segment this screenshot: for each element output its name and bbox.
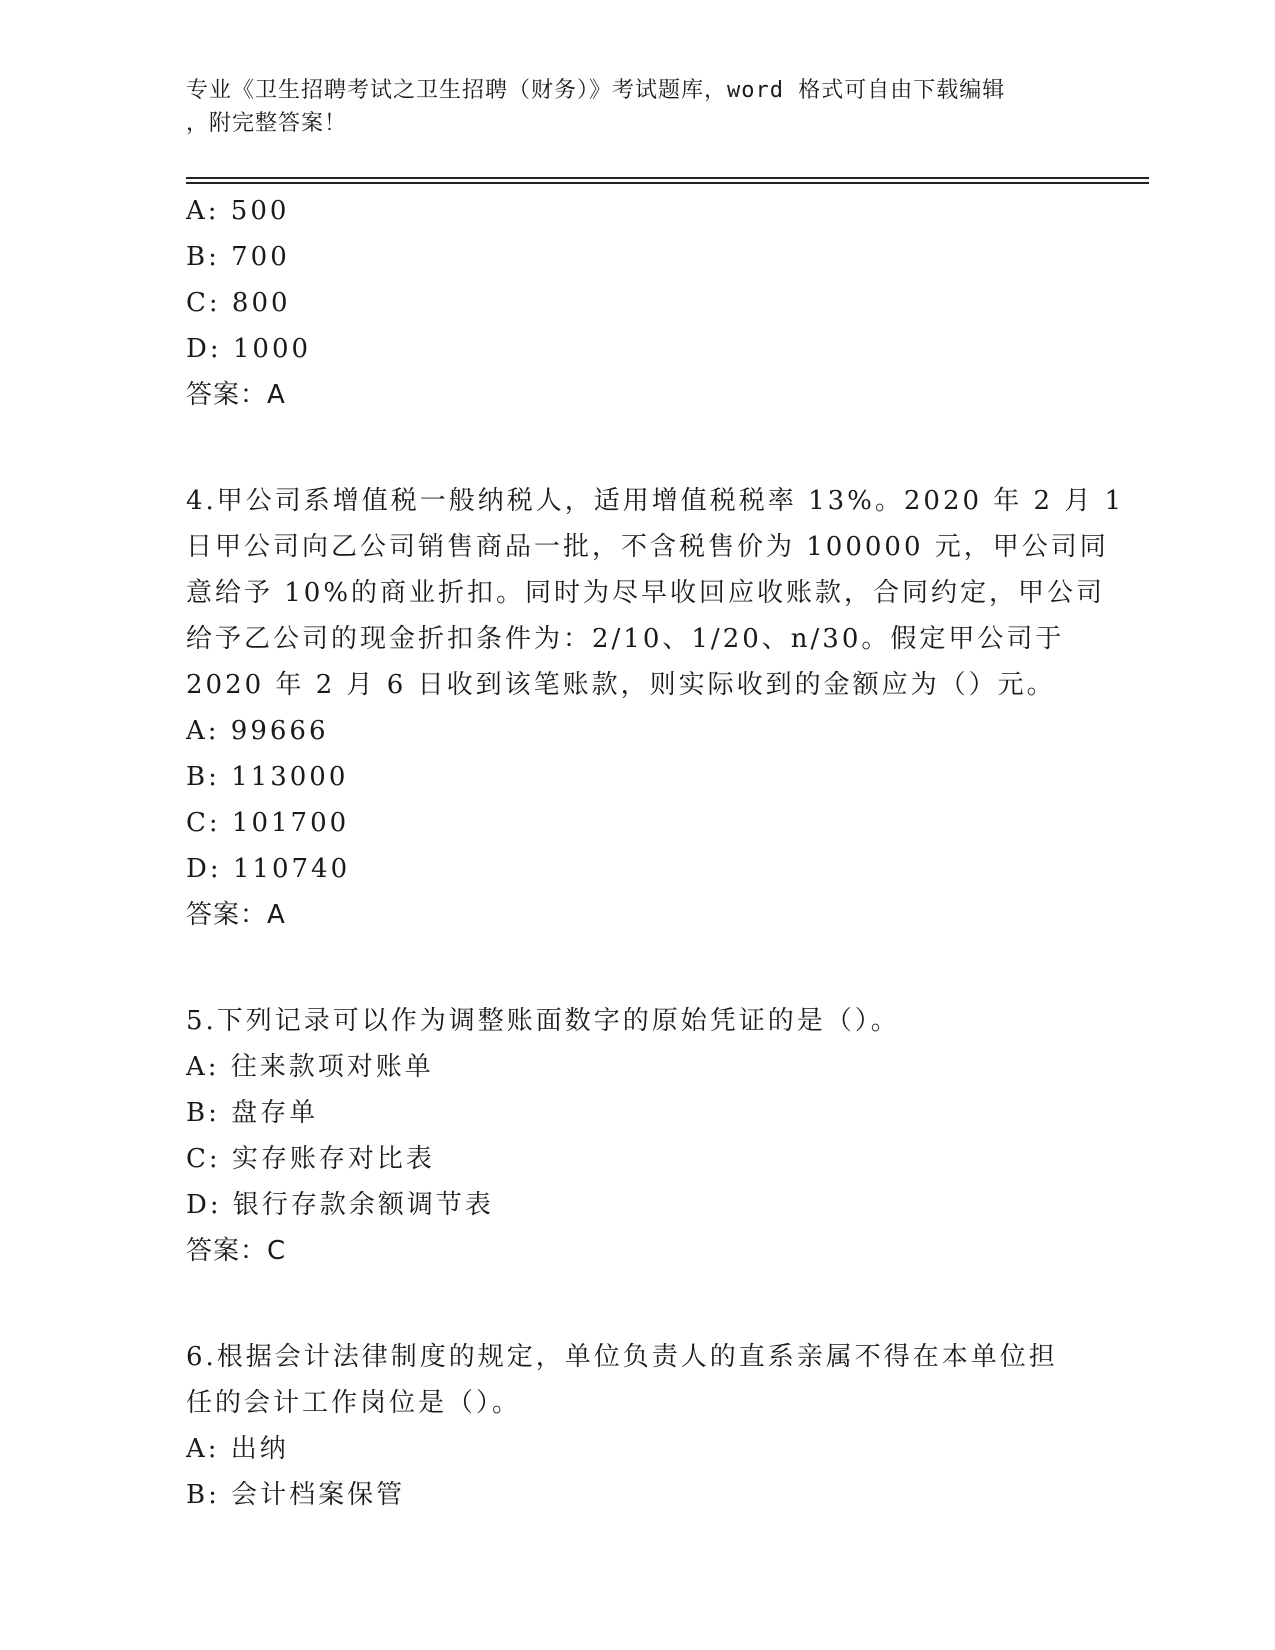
header-divider-top — [186, 177, 1149, 179]
document-header — [186, 74, 1086, 140]
option-c: C: 实存账存对比表 — [186, 1144, 435, 1174]
question-stem-line: 任的会计工作岗位是（）。 — [186, 1388, 522, 1418]
option-b: B: 会计档案保管 — [186, 1480, 406, 1510]
answer: 答案：A — [186, 900, 286, 930]
option-b: B: 700 — [186, 242, 290, 272]
option-c: C: 101700 — [186, 808, 350, 838]
option-a: A: 出纳 — [186, 1434, 289, 1464]
question-6-block — [186, 1334, 1086, 1518]
header-divider-bottom — [186, 182, 1149, 184]
question-stem-line: 日甲公司向乙公司销售商品一批，不含税售价为 100000 元，甲公司同 — [186, 532, 1109, 562]
option-b: B: 113000 — [186, 762, 349, 792]
option-d: D: 110740 — [186, 854, 351, 884]
option-a: A: 99666 — [186, 716, 329, 746]
question-stem-line: 2020 年 2 月 6 日收到该笔账款，则实际收到的金额应为（）元。 — [186, 670, 1056, 700]
question-stem-line: 6.根据会计法律制度的规定，单位负责人的直系亲属不得在本单位担 — [186, 1342, 1058, 1372]
option-d: D: 银行存款余额调节表 — [186, 1190, 494, 1220]
question-stem-line: 给予乙公司的现金折扣条件为：2/10、1/20、n/30。假定甲公司于 — [186, 624, 1065, 654]
spacer — [186, 418, 1086, 478]
option-c: C: 800 — [186, 288, 291, 318]
question-stem-line: 5.下列记录可以作为调整账面数字的原始凭证的是（）。 — [186, 1006, 900, 1036]
question-stem-line: 4.甲公司系增值税一般纳税人，适用增值税税率 13%。2020 年 2 月 1 — [186, 486, 1125, 516]
question-stem-line: 意给予 10%的商业折扣。同时为尽早收回应收账款，合同约定，甲公司 — [186, 578, 1106, 608]
spacer — [186, 1274, 1086, 1334]
answer: 答案：C — [186, 1236, 287, 1266]
header-line-1: 专业《卫生招聘考试之卫生招聘（财务）》考试题库，word 格式可自由下载编辑 — [186, 78, 1006, 103]
option-a: A: 500 — [186, 196, 290, 226]
header-line-2: ，附完整答案！ — [186, 111, 348, 136]
option-d: D: 1000 — [186, 334, 312, 364]
question-3-block — [186, 188, 1086, 418]
spacer — [186, 938, 1086, 998]
question-list — [186, 188, 1125, 1518]
question-4-block — [186, 478, 1125, 938]
option-b: B: 盘存单 — [186, 1098, 319, 1128]
answer: 答案：A — [186, 380, 286, 410]
option-a: A: 往来款项对账单 — [186, 1052, 434, 1082]
question-5-block — [186, 998, 1086, 1274]
